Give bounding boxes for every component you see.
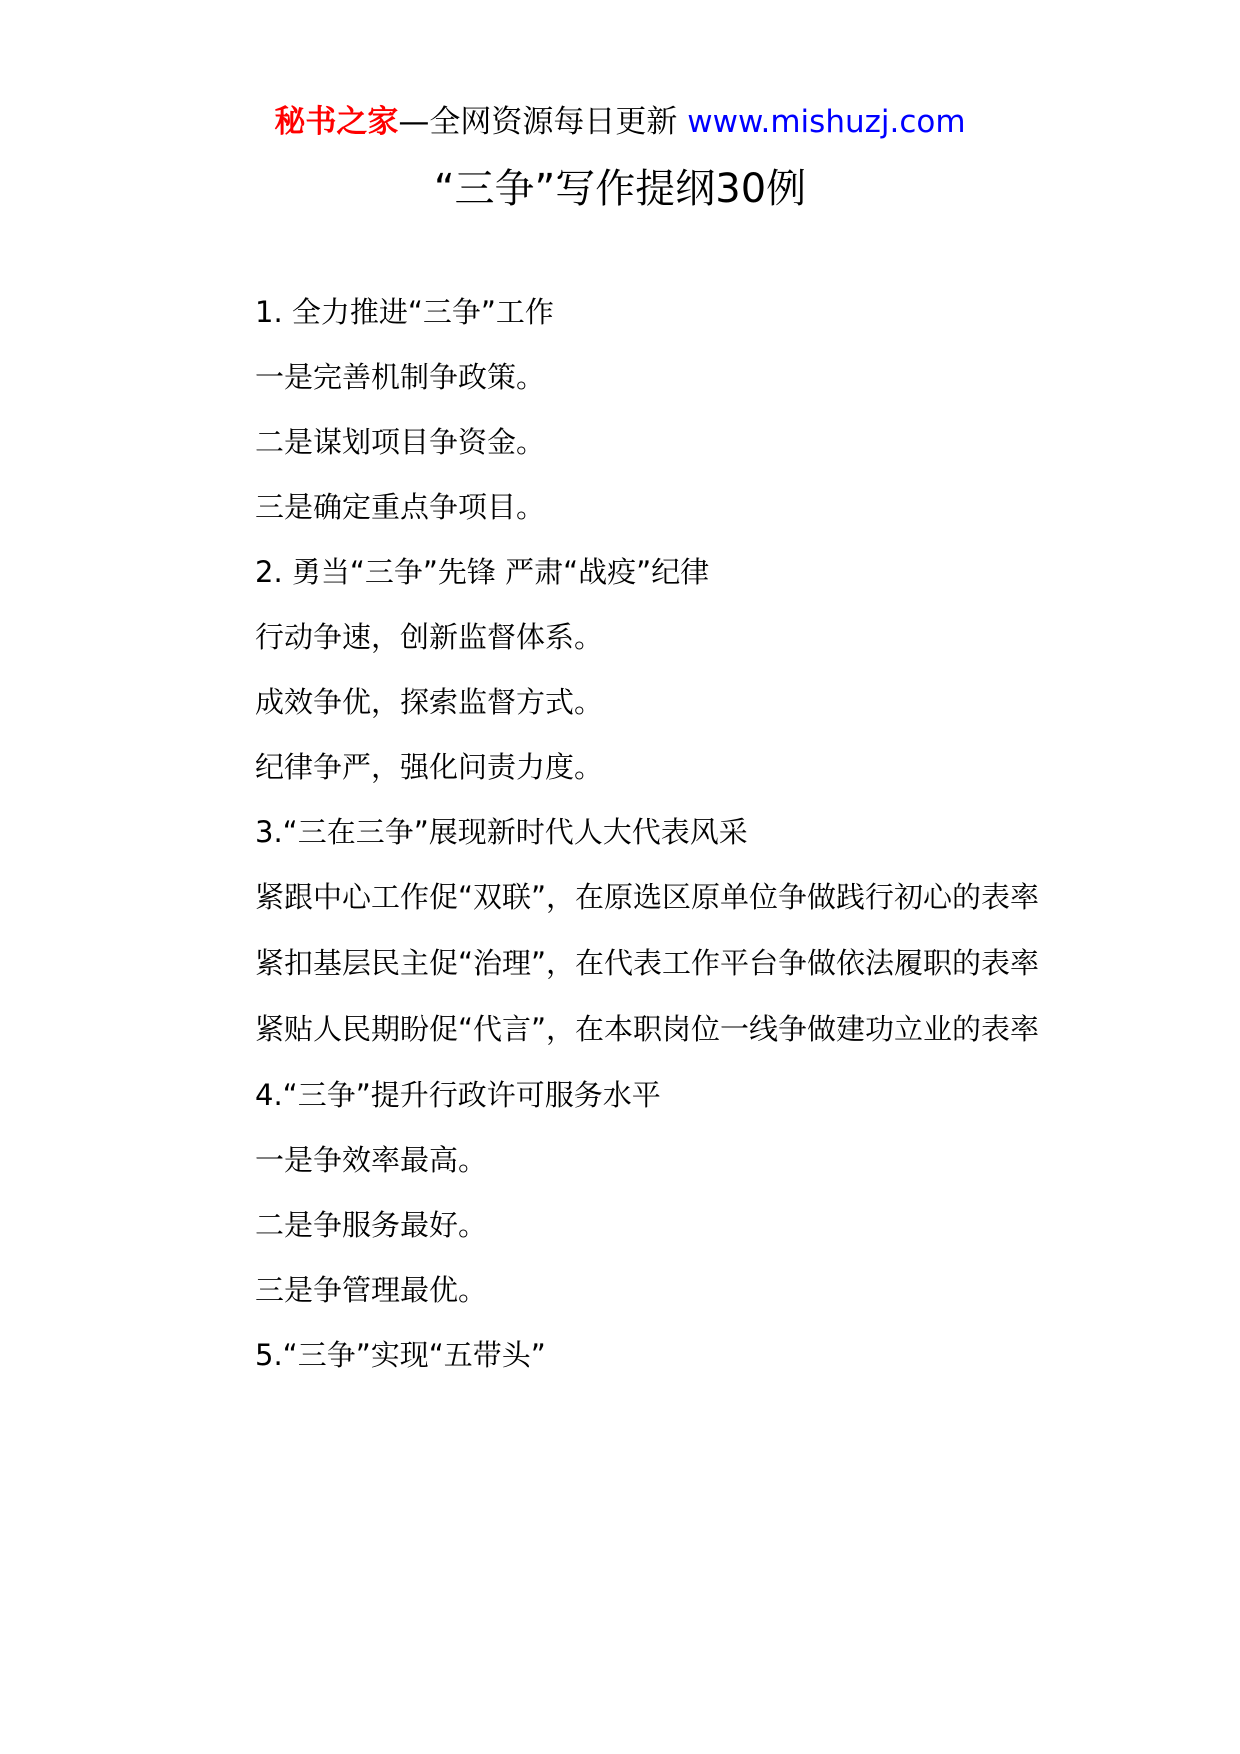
document-title: “三争”写作提纲30例 bbox=[433, 166, 807, 212]
document-body bbox=[188, 292, 1068, 1400]
list-item: 紧跟中心工作促“双联”，在原选区原单位争做践行初心的表率 bbox=[255, 880, 1040, 914]
list-item: 紧贴人民期盼促“代言”，在本职岗位一线争做建功立业的表率 bbox=[255, 1012, 1040, 1046]
list-item: 行动争速，创新监督体系。 bbox=[255, 620, 604, 654]
list-item: 紧扣基层民主促“治理”，在代表工作平台争做依法履职的表率 bbox=[255, 946, 1040, 980]
section-heading-2: 2. 勇当“三争”先锋 严肃“战疫”纪律 bbox=[255, 555, 710, 589]
list-item: 一是争效率最高。 bbox=[255, 1143, 488, 1177]
section-heading-3: 3.“三在三争”展现新时代人大代表风采 bbox=[255, 815, 748, 849]
list-item: 三是确定重点争项目。 bbox=[255, 490, 546, 524]
site-url-link[interactable]: www.mishuzj.com bbox=[687, 104, 966, 140]
list-item: 三是争管理最优。 bbox=[255, 1273, 488, 1307]
site-header bbox=[0, 100, 1240, 144]
section-heading-4: 4.“三争”提升行政许可服务水平 bbox=[255, 1078, 661, 1112]
list-item: 二是谋划项目争资金。 bbox=[255, 425, 546, 459]
list-item: 成效争优，探索监督方式。 bbox=[255, 685, 604, 719]
section-heading-5: 5.“三争”实现“五带头” bbox=[255, 1338, 546, 1372]
list-item: 一是完善机制争政策。 bbox=[255, 360, 546, 394]
header-slogan: —全网资源每日更新 bbox=[398, 104, 678, 140]
section-heading-1: 1. 全力推进“三争”工作 bbox=[255, 295, 554, 329]
list-item: 纪律争严，强化问责力度。 bbox=[255, 750, 604, 784]
brand-name: 秘书之家 bbox=[274, 104, 399, 140]
list-item: 二是争服务最好。 bbox=[255, 1208, 488, 1242]
